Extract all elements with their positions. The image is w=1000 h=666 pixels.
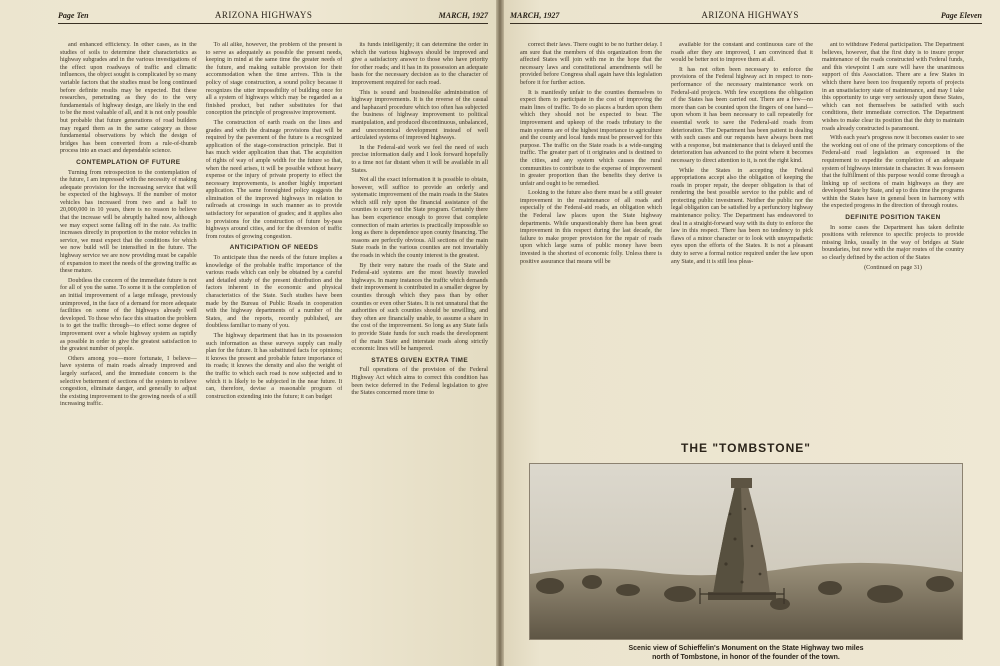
binding-gutter: [496, 0, 504, 666]
paragraph: While the States in accepting the Federal appropriations accept also the obligation of keeping the roads in proper repair, the deeper obligation is that of rendering the best possible service to the public and of protecting public investment. Neither the public nor the legal obligation can be satisfied by a perfunctory highway maintenance policy. The Department has endeavored to deal in a straight-forward way with its duty to enforce the law in this respect. There has been no tendency to pick flaws of a minor character or to look with unsympathetic eyes upon the efforts of the States. It is not a pleasant duty to serve a formal notice required under the law upon any State, and it is still less pleas-: [671, 167, 813, 265]
section-heading: ANTICIPATION OF NEEDS: [229, 244, 319, 252]
right-text-area: [510, 42, 982, 432]
right-column-3: [822, 42, 964, 432]
caption-line: Scenic view of Schieffelin's Monument on the State Highway two miles: [628, 645, 864, 652]
paragraph: To all alike, however, the problem of the present is to serve as adequately as possible the present needs, keeping in mind at the same time the greater needs of the future, and making suitable provision for their accommodation when the time arrives. This is the policy of stage construction, a sound policy because it recognizes the utter impossibility of building once for all a system of highways which may be regarded as a finished product, but rather substitutes for that conception the principle of progressive improvement.: [205, 42, 343, 117]
photo-caption: [510, 644, 982, 662]
photo-block: [510, 435, 982, 661]
left-running-head: [58, 10, 488, 24]
paragraph: Full operations of the provision of the Federal Highway Act which aims to correct this condition has been twice deferred in the Federal legislation to give the States concerned more time to: [351, 367, 489, 397]
paragraph: It is manifestly unfair to the counties themselves to expect them to participate in the cost of improving the main lines of traffic. To do so places a burden upon them which they should not be expected to bear. The improvement and upkeep of the roads tributary to the main systems are of the highest importance to agriculture and the county and local funds must be preserved for this purpose. The traffic on the State roads is a wide-ranging traffic. The greater part of it originates and is destined to the cities, and any system which causes the rural communities to contribute to the expense of improvement in greater proportion than the benefits they derive is unfair and ought to be remedied.: [520, 89, 662, 187]
right-date: MARCH, 1927: [510, 11, 560, 20]
paragraph: The construction of earth roads on the lines and grades and with the drainage provisions that will be required by the pavement of the future is a recognized application of the stage-construction principle. But it has much wider application than that. The acquisition of rights of way of ample width for the future so that, when the need arises, it will be possible without heavy expense or the injury of private property to effect the necessary improvements, is another highly important application. The same foresighted policy suggests the elimination of the improved highways in relation to railroads at crossings in such manner as to provide satisfactory for separation of grades; and it applies also to provisions for the construction of future by-pass highways around cities, and for the diversion of traffic from routes of growing congestion.: [205, 119, 343, 240]
paragraph: By their very nature the roads of the State and Federal-aid systems are the most heavily traveled highways. In many instances the traffic which demands their improvement is contributed in a smaller degree by counties through which they pass than by other counties or even other States. It is not unnatural that the authorities of such counties should be unwilling, and they often are financially unable, to assume a share in the cost of the improvement. So long as any State fails to provide State funds for such roads the development of the main State and interstate roads along strictly economic lines will be hampered.: [351, 262, 489, 353]
paragraph: The highway department that has in its possession such information as these surveys supply can really plan for the future. It has substituted facts for opinions; it knows the present and probable future importance of its roads; it knows the density and also the weight of the traffic to which each road is now subjected and to which it is likely to be subjected in the near future. It can, therefore, devise a reasonable program of construction extending into the future; it can budget: [205, 332, 343, 400]
continued-note: (Continued on page 31): [864, 264, 922, 271]
left-column-3: [351, 42, 488, 658]
paragraph: and enhanced efficiency. In other cases, as in the studies of soils to determine their characteristics as highway subgrades and in the various investigations of the effect upon roadways of traffic and climatic influences, the object sought is complicated by so many variable factors that the studies must be long continued before definite results may be expected. But these researches, penetrating as they do to the very fundamentals of highway design, are likely in the end to be the most valuable of all, and it is not only possible but probable that future generations of road builders may regard them as in the same category as those fundamental observations by which the design of bridges has been converted from a rule-of-thumb process into an exact and dependable science.: [60, 42, 197, 155]
paragraph: Not all the exact information it is possible to obtain, however, will suffice to provide an orderly and systematic improvement of the main roads in the States which still rely upon the financial assistance of the counties to carry out the State program. Certainly there has been experience enough to prove that complete connection of main arteries is practically impossible so long as there is dependence upon county financing. The reasons are perfectly obvious. All sections of the main State roads in the various counties are not invariably the roads in which the county interest is the greatest.: [351, 177, 489, 260]
right-column-1: [520, 42, 662, 432]
paragraph: correct their laws. There ought to be no further delay. I am sure that the members of this organization from the affected States will join with me in the hope that the necessary laws and constitutional amendments will be provided before Congress shall again have this legislation before it for further action.: [520, 42, 662, 86]
paragraph: available for the constant and continuous care of the roads after they are improved, I am convinced that it would be better not to improve them at all.: [671, 42, 813, 64]
paragraph: This is sound and businesslike administration of highway improvements. It is the reverse of the casual and haphazard procedure which too often has subjected the business of highway improvement to political manipulation, and produced discontinuous, unbalanced, and uneconomical development instead of well articulated systems of improved highways.: [351, 89, 489, 142]
right-page-label: Page Eleven: [940, 11, 982, 20]
paragraph: Doubtless the concern of the immediate future is not for all of you the same. To some it is the completion of an initial improvement of a large mileage, previously unimproved, in the face of a demand for more adequate facilities on some of the highways already well developed. To those who face this situation the problem is to get the traffic through—to effect some degree of improvement over a whole highway system as rapidly as possible in order to give the greatest satisfaction to the greatest number of people.: [60, 277, 197, 353]
paragraph: To anticipate thus the needs of the future implies a knowledge of the probable traffic importance of the various roads which can only be obtained by a careful and detailed study of the present distribution and the factors inherent in the economic and physical characteristics of the State. Such studies have been made by the Bureau of Public Roads in cooperation with the highway departments of a number of the States, and the reports, recently published, are doubtless familiar to many of you.: [205, 255, 343, 330]
right-page: [500, 0, 1000, 666]
right-running-head: [510, 10, 982, 24]
paragraph: In the Federal-aid work we feel the need of such precise information daily and I look forward hopefully to a time not far distant when it will be available in all States.: [351, 144, 489, 174]
section-heading: STATES GIVEN EXTRA TIME: [371, 356, 469, 364]
monument-photo: [529, 463, 963, 640]
paragraph: Turning from retrospection to the contemplation of the future, I am impressed with the necessity of making adequate provision for the increasing service that will be expected of the highways. If the number of motor vehicles has increased from two and a half to 20,000,000 in 10 years, there is no reason to believe that the increase will be abruptly halted now, although we may expect some falling off in the rate. As traffic increases directly in proportion to the motor vehicles in service, we must expect that the conditions for which we now build will be intensified in the future. The highway service we are now providing must be capable of expansion to meet the needs of the growing traffic as these mature.: [60, 169, 197, 275]
left-column-2: [206, 42, 343, 658]
photo-title: THE "TOMBSTONE": [681, 441, 811, 455]
paragraph: Looking to the future also there must be a still greater improvement in the maintenance of all roads and especially of the Federal-aid roads, an obligation which the Federal law places upon the State highway departments. While unquestionably there has been great improvement in this respect during the last decade, the failure to make proper provision for the repair of roads upon which large sums of public money have been invested is the shortest of economic folly. Unless there is positive assurance that means will be: [520, 190, 662, 265]
paragraph: It has not often been necessary to enforce the provisions of the Federal highway act in respect to non-performance of the necessary maintenance work on Federal-aid projects. With few exceptions the obligation of the States has been carried out. There are a few—no more than can be counted upon the fingers of one hand—upon whom it has been necessary to call repeatedly for essential work to save the Federal-aid roads from deterioration. The Department has been patient in dealing with such cases and our requests have always been met with a response, but maintenance that is delayed until the deterioration has advanced to the point where it becomes necessary to direct attention to it, is not the right kind.: [671, 66, 813, 164]
left-date: MARCH, 1927: [438, 11, 488, 20]
right-columns: [520, 42, 964, 432]
right-column-2: [671, 42, 813, 432]
paragraph: its funds intelligently; it can determine the order in which the various highways should be improved and give a satisfactory answer to those who have priority for other roads; and it has in its possession an adequate basis for the necessary decision as to the character of improvement required for each road.: [351, 42, 489, 86]
caption-line: north of Tombstone, in honor of the founder of the town.: [652, 654, 840, 661]
left-page-label: Page Ten: [58, 11, 89, 20]
paragraph: Others among you—more fortunate, I believe—have systems of main roads already improved and largely surfaced, and the immediate concern is the selective betterment of sections of the system to relieve congestion, eliminate danger, and generally to adjust the existing improvement to the growing needs of a still increasing traffic.: [60, 355, 197, 408]
paragraph: In some cases the Department has taken definite positions with reference to specific projects to provide missing links, usually in the way of bridges at State boundaries, but now with the major routes of the country so clearly defined by the action of the States: [822, 224, 964, 262]
right-masthead: ARIZONA HIGHWAYS: [701, 10, 799, 20]
left-columns: [60, 42, 488, 658]
left-masthead: ARIZONA HIGHWAYS: [214, 10, 313, 20]
left-column-1: [60, 42, 197, 658]
monument-photo-illustration: [530, 464, 962, 639]
section-heading: CONTEMPLATION OF FUTURE: [76, 158, 181, 166]
paragraph: With each year's progress now it becomes easier to see the working out of one of the primary conceptions of the Federal-aid road legislation as expressed in the requirement to expedite the completion of an adequate system of highways interstate in character. It was foreseen that the fulfillment of this purpose would come through a linking up of sections of main highways as they are developed State by State, and up to this time the programs within the States have in general been in harmony with the expected progress in the direction of through routes.: [822, 135, 964, 210]
paragraph: ant to withdraw Federal participation. The Department believes, however, that the first duty is to insure proper maintenance of the roads constructed with Federal funds, and this viewpoint I am sure will have the unanimous support of this Association. There are a few States in which there have been too frequently reports of projects in an unsatisfactory state of maintenance, and may I take this opportunity to urge very seriously upon these States, which can not themselves be satisfied with such conditions, their immediate correction. The Department wishes to make clear its position that the duty to maintain roads already constructed is paramount.: [822, 42, 964, 132]
section-heading: DEFINITE POSITION TAKEN: [845, 214, 941, 222]
